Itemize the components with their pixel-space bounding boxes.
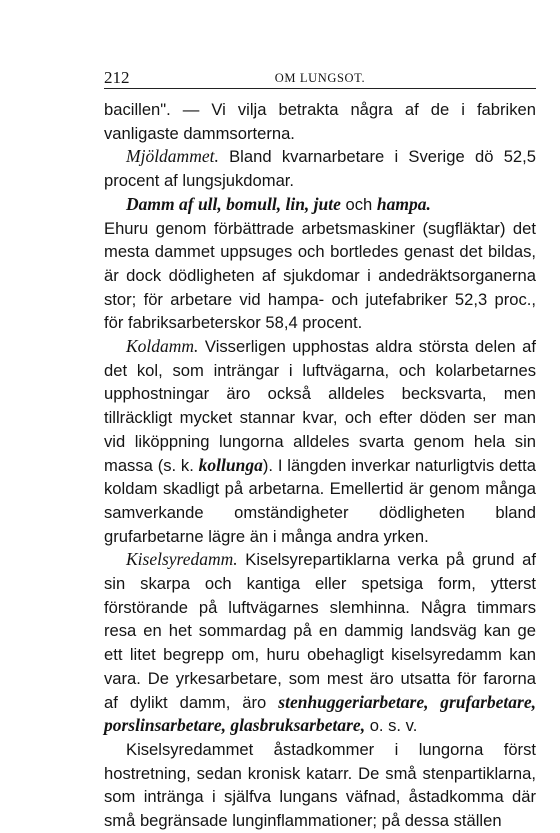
section-heading-damm: Damm af ull, bomull, lin, jute (126, 193, 341, 214)
conjunction-text: och (340, 194, 377, 214)
page-number: 212 (104, 68, 130, 87)
body-text (104, 98, 536, 833)
page-header (104, 68, 536, 89)
paragraph-ehuru: Ehuru genom förbättrade arbetsmaskiner (sugfläktar) det mesta dammet uppsuges och bortledes genast det bildas, är dock dödligheten af sjukdomar i andedräktsorganerna stor; för arbetare vid hampa- och jutefabriker 52,3 proc., för fabriksarbeterskor 58,4 procent. (104, 218, 536, 333)
section-heading-mjoldammet: Mjöldammet. (126, 146, 219, 167)
term-kollunga: kollunga (198, 454, 263, 475)
paragraph-text: Bland kvarnarbetare i Sverige dö 52,5 procent af lungsjukdomar. (104, 147, 536, 191)
paragraph-text: Kiselsyrepartiklarna verka på grund af sin skarpa och kantiga eller spetsiga form, ytterst förstörande på luftvägarnes slemhinna. Några timmars resa en het sommardag på en dammig landsväg kan ge ett litet begrepp om, huru obehagligt kiselsyredamm kan vara. De yrkesarbetare, som mest äro utsatta för farorna af dylikt damm, äro (104, 550, 536, 712)
section-heading-koldamm: Koldamm. (126, 336, 199, 357)
paragraph-kiselsyredammet: Kiselsyredammet åstadkommer i lungorna först hostretning, sedan kronisk katarr. De små stenpartiklarna, som inträngа i själfva lungans väfnad, åstadkomma där små begränsade lunginflammationer; på dessa ställen (104, 739, 536, 831)
paragraph-1: bacillen". — Vi vilja betrakta några af de i fabriken vanligaste dammsorterna. (104, 100, 536, 143)
paragraph-koldamm (104, 335, 536, 548)
running-head: OM LUNGSOT. (274, 71, 366, 85)
occupation-list: stenhuggeriarbetare, grufarbetare, porslinsarbetare, glasbruksarbetare, (104, 691, 536, 736)
paragraph-damm-heading (104, 193, 536, 217)
section-heading-kiselsyredamm: Kiselsyredamm. (126, 549, 238, 570)
paragraph-kiselsyredamm (104, 548, 536, 738)
paragraph-text: o. s. v. (365, 716, 418, 736)
section-heading-hampa: hampa. (376, 193, 431, 214)
paragraph-text: ). I längden inverkar naturligtvis detta koldam skadligt på arbetarna. Emellertid är genom många samverkande omständigheter dödligheten bland grufarbetarne lägre än i många andra yrken. (104, 455, 536, 546)
paragraph-text: Visserligen upphostas aldra största delen af det kol, som inträngar i luftvägarna, och kolarbetarnes upphostningar äro också alldeles becksvarta, men tillräckligt mycket stannar kvar, och efter döden ser man vid liköppning lungorna alldeles svarta genom hela sin massa (s. k. (104, 337, 536, 475)
paragraph-mjoldammet (104, 145, 536, 192)
